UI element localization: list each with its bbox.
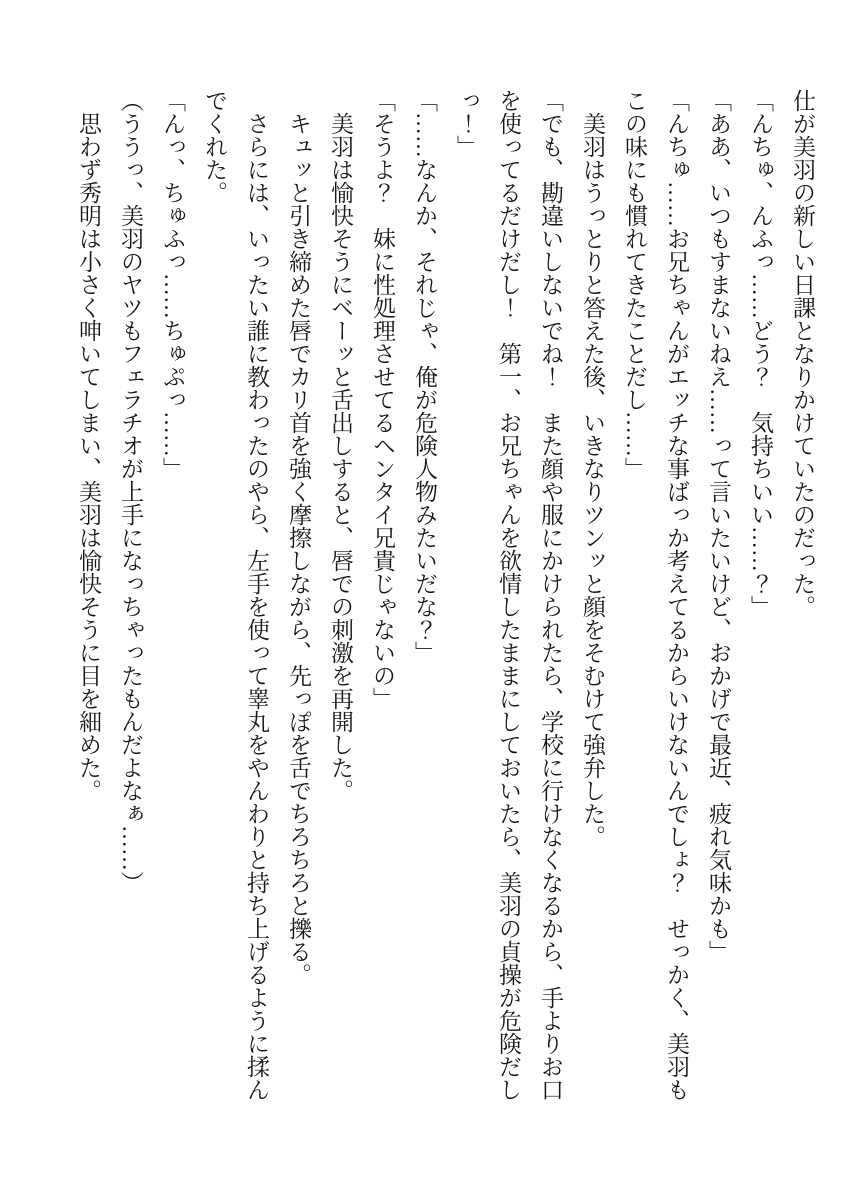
text-line: 「んちゅ、んふっ……どう？ 気持ちいい……？」 [748,89,773,618]
text-line: っ！」 [454,89,479,158]
vertical-text-block [67,89,823,1101]
text-line: 「んちゅ……お兄ちゃんがエッチな事ばっか考えてるからいけないんでしょ？ せっかく、美羽も [664,89,689,1101]
text-line: キュッと引き締めた唇でカリ首を強く摩擦しながら、先っぽを舌でちろちろと擽る。 [286,89,311,986]
text-line: 「……なんか、それじゃ、俺が危険人物みたいだな？」 [412,89,437,664]
text-line: さらには、いったい誰に教わったのやら、左手を使って睾丸をやんわりと持ち上げるように揉ん [244,89,269,1101]
text-line: 仕が美羽の新しい日課となりかけていたのだった。 [790,89,815,618]
text-line: 「ああ、いつもすまないねえ……って言いたいけど、おかげで最近、疲れ気味かも」 [706,89,731,963]
text-line: を使ってるだけだし！ 第一、お兄ちゃんを欲情したままにしておいたら、美羽の貞操が危険だし [496,89,521,1101]
text-line: 思わず秀明は小さく呻いてしまい、美羽は愉快そうに目を細めた。 [76,89,101,802]
text-line: 「そうよ？ 妹に性処理させてるヘンタイ兄貴じゃないの」 [370,89,395,710]
text-line: （ううっ、美羽のヤツもフェラチオが上手になっちゃったもんだよなぁ……） [118,89,143,894]
text-line: 「んっ、ちゅふっ……ちゅぷっ……」 [160,89,185,480]
text-line: 「でも、勘違いしないでね！ また顔や服にかけられたら、学校に行けなくなるから、手よりお口 [538,89,563,1101]
text-line: この味にも慣れてきたことだし……」 [622,89,647,480]
text-line: 美羽はうっとりと答えた後、いきなりツンッと顔をそむけて強弁した。 [580,89,605,848]
text-line: でくれた。 [202,89,227,204]
text-line: 美羽は愉快そうにベーッと舌出しすると、唇での刺激を再開した。 [328,89,353,802]
